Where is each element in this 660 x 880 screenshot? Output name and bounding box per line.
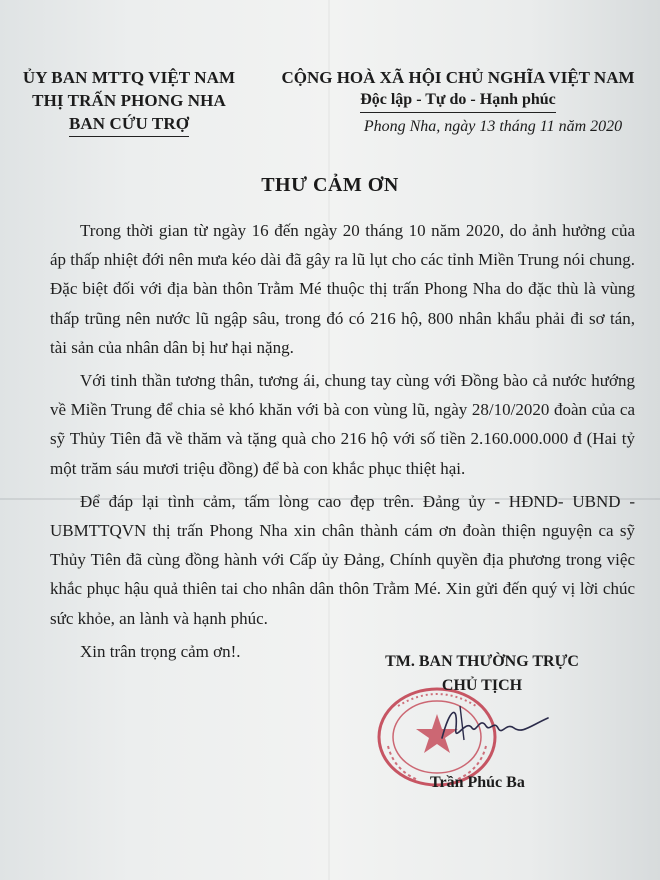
issuer-line-1: ỦY BAN MTTQ VIỆT NAM <box>22 68 236 87</box>
paragraph: Với tinh thần tương thân, tương ái, chung tay cùng với Đồng bào cả nước hướng về Miền Trung để chia sẻ khó khăn với bà con vùng lũ, ngày 28/10/2020 đoàn của ca sỹ Thủy Tiên đã về thăm và tặng quà cho 216 hộ với số tiền 2.160.000.000 đ (Hai tỷ một trăm sáu mươi triệu đồng) để bà con khắc phục thiệt hại. <box>50 371 635 478</box>
handwritten-signature <box>436 698 556 754</box>
signer-name: Trần Phúc Ba <box>430 774 525 791</box>
nation-name: CỘNG HOÀ XÃ HỘI CHỦ NGHĨA VIỆT NAM <box>281 68 635 87</box>
signature-block <box>362 650 602 698</box>
national-header <box>268 66 648 139</box>
letter-body <box>50 216 635 670</box>
paragraph: Để đáp lại tình cảm, tấm lòng cao đẹp trên. Đảng ủy - HĐND- UBND - UBMTTQVN thị trấn Phong Nha xin chân thành cám ơn đoàn thiện nguyện ca sỹ Thủy Tiên đã cùng đồng hành với Cấp ủy Đảng, Chính quyền địa phương trong việc khắc phục hậu quả thiên tai cho nhân dân thôn Trằm Mé. Xin gửi đến quý vị lời chúc sức khỏe, an lành và hạnh phúc. <box>50 491 635 628</box>
place-date: Phong Nha, ngày 13 tháng 11 năm 2020 <box>363 118 623 135</box>
national-motto: Độc lập - Tự do - Hạnh phúc <box>360 89 556 113</box>
paragraph: Trong thời gian từ ngày 16 đến ngày 20 tháng 10 năm 2020, do ảnh hưởng của áp thấp nhiệt đới nên mưa kéo dài đã gây ra lũ lụt cho các tỉnh Miền Trung nói chung. Đặc biệt đối với địa bàn thôn Trằm Mé thuộc thị trấn Phong Nha do đặc thù là vùng thấp trũng nên nước lũ ngập sâu, trong đó có 216 hộ, 800 nhân khẩu phải đi sơ tán, tài sản của nhân dân bị hư hại nặng. <box>50 221 635 357</box>
issuer-header <box>14 66 244 137</box>
issuer-line-2: THỊ TRẤN PHONG NHA <box>32 91 226 110</box>
signature-role: CHỦ TỊCH <box>441 677 523 694</box>
signature-title: TM. BAN THƯỜNG TRỰC <box>385 653 579 670</box>
letter-title: THƯ CẢM ƠN <box>261 174 399 196</box>
issuer-line-3: BAN CỨU TRỢ <box>69 112 189 137</box>
paragraph: Xin trân trọng cảm ơn!. <box>80 641 241 661</box>
